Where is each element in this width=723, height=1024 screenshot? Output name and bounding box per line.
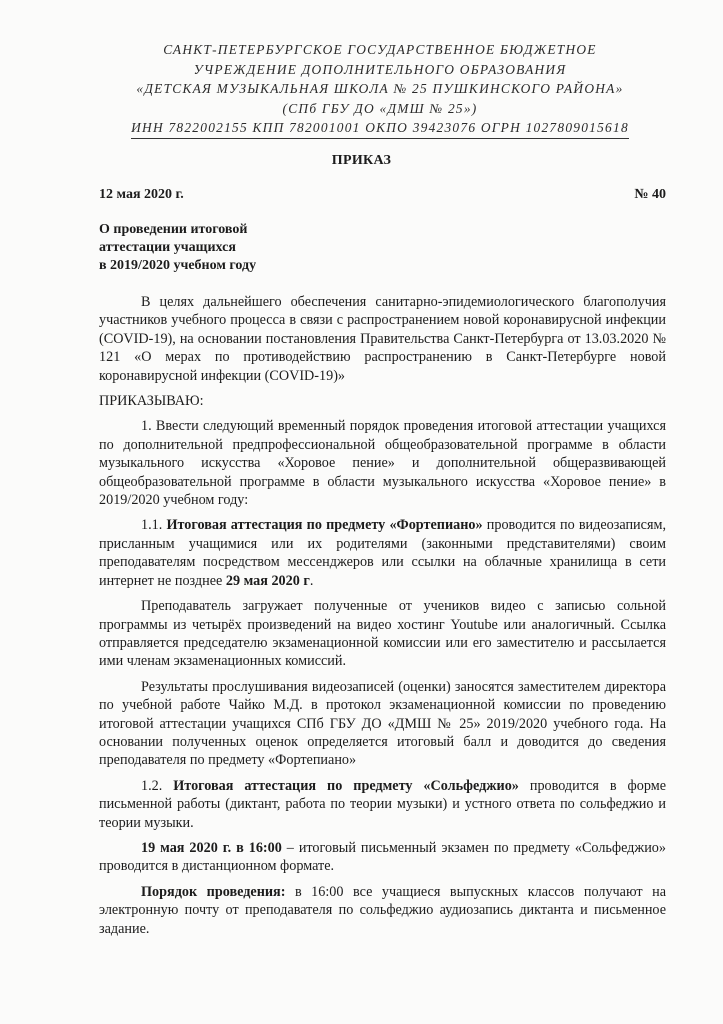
item-1-2-heading: Итоговая аттестация по предмету «Сольфеджио» <box>173 777 519 794</box>
letterhead-requisites: ИНН 7822002155 КПП 782001001 ОКПО 39423076 ОГРН 1027809015618 <box>131 118 629 139</box>
item-1-1-text: проводится по видеозаписям, присланным учащимися или их родителями (законными представителями) своим преподавателям посредством мессенджеров или ссылки на облачные хранилища в сети интернет не позднее <box>99 517 666 589</box>
item-1-2-paragraph-2 <box>99 839 666 876</box>
item-1-1-number: 1.1. <box>141 517 163 534</box>
item-1-1-heading: Итоговая аттестация по предмету «Фортепиано» <box>166 517 483 534</box>
document-body <box>99 293 666 938</box>
item-1-1-paragraph <box>99 516 666 590</box>
letterhead-line-1: САНКТ-ПЕТЕРБУРГСКОЕ ГОСУДАРСТВЕННОЕ БЮДЖЕТНОЕ <box>163 42 597 57</box>
preamble-paragraph: В целях дальнейшего обеспечения санитарно-эпидемиологического благополучия участников учебного процесса в связи с распространением новой коронавирусной инфекции (COVID-19), на основании постановления Правительства Санкт-Петербурга от 13.03.2020 № 121 «О мерах по противодействию распространению в Санкт-Петербурге новой коронавирусной инфекции (COVID-19)» <box>99 294 666 384</box>
item-1-2-text: проводится в форме письменной работы (диктант, работа по теории музыки) и устного ответа по сольфеджио и теории музыки. <box>99 777 666 831</box>
letterhead-line-2: УЧРЕЖДЕНИЕ ДОПОЛНИТЕЛЬНОГО ОБРАЗОВАНИЯ <box>193 61 567 77</box>
exam-text: – итоговый письменный экзамен по предмету «Сольфеджио» проводится в дистанционном формате. <box>99 839 666 875</box>
document-title: ПРИКАЗ <box>331 153 392 168</box>
letterhead-line-3: «ДЕТСКАЯ МУЗЫКАЛЬНАЯ ШКОЛА № 25 ПУШКИНСКОГО РАЙОНА» <box>136 81 624 97</box>
procedure-text: в 16:00 все учащиеся выпускных классов получают на электронную почту от преподавателя по сольфеджио аудиозапись диктанта и письменное задание. <box>99 883 666 937</box>
item-1-2-paragraph <box>99 777 666 832</box>
item-1-2-number: 1.2. <box>141 777 163 794</box>
item-1-1-deadline: 29 мая 2020 г <box>225 572 310 589</box>
subject-line-1: О проведении итоговой <box>99 222 248 237</box>
document-subject <box>99 221 256 275</box>
document-number: № 40 <box>634 187 666 202</box>
letterhead <box>100 40 660 139</box>
item-1-2-paragraph-3 <box>99 883 666 938</box>
subject-line-3: в 2019/2020 учебном году <box>99 258 257 273</box>
item-1-paragraph: 1. Ввести следующий временный порядок проведения итоговой аттестации учащихся по дополнительной предпрофессиональной общеобразовательной программе в области музыкального искусства «Хоровое пение» и дополнительной общеразвивающей общеобразовательной программе в области музыкального искусства «Хоровое пение» в 2019/2020 учебном году: <box>99 418 666 509</box>
document-date: 12 мая 2020 г. <box>99 187 184 202</box>
item-1-1-paragraph-3: Результаты прослушивания видеозаписей (оценки) заносятся заместителем директора по учебной работе Чайко М.Д. в протокол экзаменационной комиссии по проведению итоговой аттестации учащихся СПб ГБУ ДО «ДМШ № 25» 2019/2020 учебного года. На основании полученных оценок определяется итоговый балл и доводится до сведения преподавателя по предмету «Фортепиано» <box>99 678 666 769</box>
order-word: ПРИКАЗЫВАЮ: <box>99 393 204 410</box>
item-1-1-end: . <box>309 572 314 589</box>
item-1-1-paragraph-2: Преподаватель загружает полученные от учеников видео с записью сольной программы из четырёх произведений на видео хостинг Youtube или аналогичный. Ссылка отправляется председателю экзаменационной комиссии или его заместителю и рассылается ими членам экзаменационных комиссий. <box>99 598 666 670</box>
subject-line-2: аттестации учащихся <box>99 240 236 255</box>
letterhead-line-4: (СПб ГБУ ДО «ДМШ № 25») <box>282 100 478 116</box>
procedure-heading: Порядок проведения: <box>141 883 286 900</box>
exam-datetime: 19 мая 2020 г. в 16:00 <box>141 839 282 856</box>
